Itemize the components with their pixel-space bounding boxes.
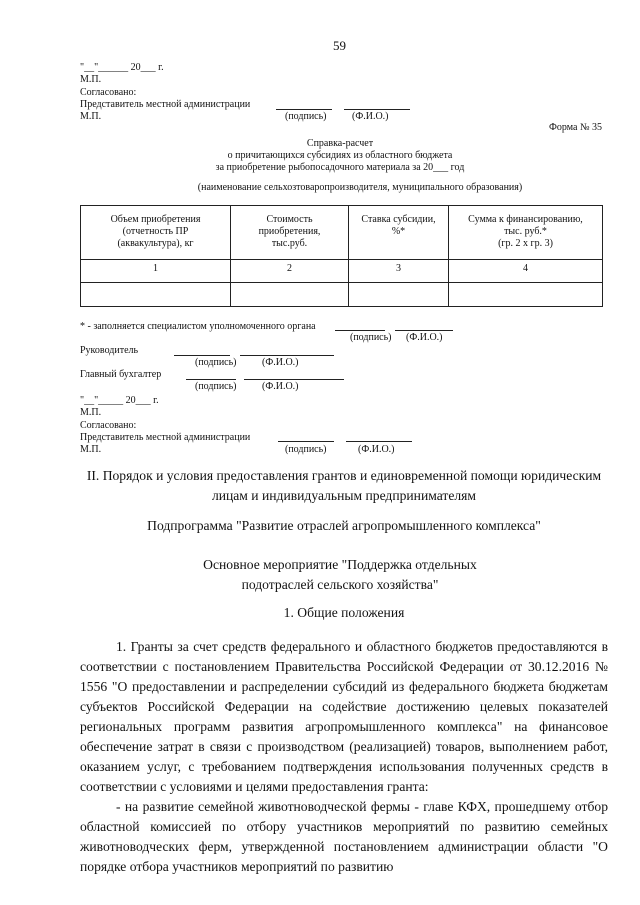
signature-line bbox=[276, 109, 332, 110]
title-line: за приобретение рыбопосадочного материала за 20___ год bbox=[215, 162, 465, 173]
producer-caption: (наименование сельхозтоваропроизводителя, муниципального образования) bbox=[197, 182, 523, 193]
agreed-label: Согласовано: bbox=[80, 420, 137, 431]
mp-label: М.П. bbox=[80, 407, 102, 418]
signature-caption: (подпись) bbox=[350, 332, 392, 343]
table-row-empty bbox=[81, 283, 603, 307]
subprogram-title: Подпрограмма "Развитие отраслей агропромышленного комплекса" bbox=[147, 518, 541, 533]
table-cell bbox=[449, 283, 603, 307]
column-number: 2 bbox=[231, 260, 349, 283]
name-line bbox=[344, 109, 410, 110]
table-cell bbox=[81, 283, 231, 307]
table-header-cell: Стоимость приобретения, тыс.руб. bbox=[231, 206, 349, 260]
representative-label: Представитель местной администрации bbox=[80, 432, 251, 443]
paragraph-family-farm: - на развитие семейной животноводческой фермы - главе КФХ, прошедшему отбор областной комиссией по отбору участников мероприятий по развитию семейных животноводческих ферм, утвержденной постановлением администрации области "О порядке отбора участников мероприятий по развитию bbox=[80, 799, 608, 874]
date-line: "__"_____ 20___ г. bbox=[80, 395, 159, 406]
signature-caption: (подпись) bbox=[195, 381, 237, 392]
representative-label: Представитель местной администрации bbox=[80, 99, 251, 110]
agreed-label: Согласовано: bbox=[80, 87, 137, 98]
footnote: * - заполняется специалистом уполномоченного органа bbox=[80, 321, 316, 332]
table-header-cell: Объем приобретения (отчетность ПР (аквакультура), кг bbox=[81, 206, 231, 260]
name-line bbox=[346, 441, 412, 442]
name-caption: (Ф.И.О.) bbox=[406, 332, 443, 343]
mp-label-2: М.П. bbox=[80, 111, 102, 122]
table-cell bbox=[231, 283, 349, 307]
name-caption: (Ф.И.О.) bbox=[352, 111, 389, 122]
table-header-cell: Ставка субсидии, %* bbox=[349, 206, 449, 260]
section-title: II. Порядок и условия предоставления грантов и единовременной помощи юридическим лицам и индивидуальным предпринимателям bbox=[86, 468, 602, 503]
title-line: Справка-расчет bbox=[306, 138, 374, 149]
signature-line bbox=[278, 441, 334, 442]
table-cell bbox=[349, 283, 449, 307]
column-number: 1 bbox=[81, 260, 231, 283]
mp-label-2: М.П. bbox=[80, 444, 102, 455]
name-line bbox=[240, 355, 334, 356]
signature-line bbox=[335, 330, 385, 331]
name-line bbox=[244, 379, 344, 380]
mp-label: М.П. bbox=[80, 74, 102, 85]
title-line: о причитающихся субсидиях из областного бюджета bbox=[227, 150, 453, 161]
paragraph-grants: 1. Гранты за счет средств федерального и областного бюджетов предоставляются в соответствии с постановлением Правительства Российской Федерации от 30.12.2016 № 1556 "О предоставлении и распределении субсидий из федерального бюджета бюджетам субъектов Российской Федерации на содействие достижению целевых показателей региональных программ развития агропромышленного комплекса" на финансовое обеспечение затрат в связи с производством (реализацией) товаров, выполнением работ, оказанием услуг, с требованием подтверждения использования полученных средств в соответствии с условиями и целями предоставления гранта: bbox=[80, 639, 608, 794]
signature-line bbox=[174, 355, 230, 356]
signature-caption: (подпись) bbox=[195, 357, 237, 368]
table-row bbox=[81, 260, 603, 283]
name-caption: (Ф.И.О.) bbox=[262, 357, 299, 368]
name-caption: (Ф.И.О.) bbox=[262, 381, 299, 392]
general-provisions-title: 1. Общие положения bbox=[283, 605, 405, 620]
table-header-cell: Сумма к финансированию, тыс. руб.* (гр. 2 х гр. 3) bbox=[449, 206, 603, 260]
form-number: Форма № 35 bbox=[549, 122, 602, 133]
signature-caption: (подпись) bbox=[285, 444, 327, 455]
column-number: 4 bbox=[449, 260, 603, 283]
column-number: 3 bbox=[349, 260, 449, 283]
signature-line bbox=[186, 379, 236, 380]
date-line: "__"______ 20___ г. bbox=[80, 62, 164, 73]
table-header-row bbox=[81, 206, 603, 260]
subsidy-table bbox=[80, 205, 603, 307]
name-caption: (Ф.И.О.) bbox=[358, 444, 395, 455]
head-label: Руководитель bbox=[80, 345, 139, 356]
chief-accountant-label: Главный бухгалтер bbox=[80, 369, 162, 380]
main-event-title: Основное мероприятие "Поддержка отдельных подотраслей сельского хозяйства" bbox=[203, 557, 477, 592]
signature-caption: (подпись) bbox=[285, 111, 327, 122]
page-number: 59 bbox=[333, 38, 346, 53]
name-line bbox=[395, 330, 453, 331]
